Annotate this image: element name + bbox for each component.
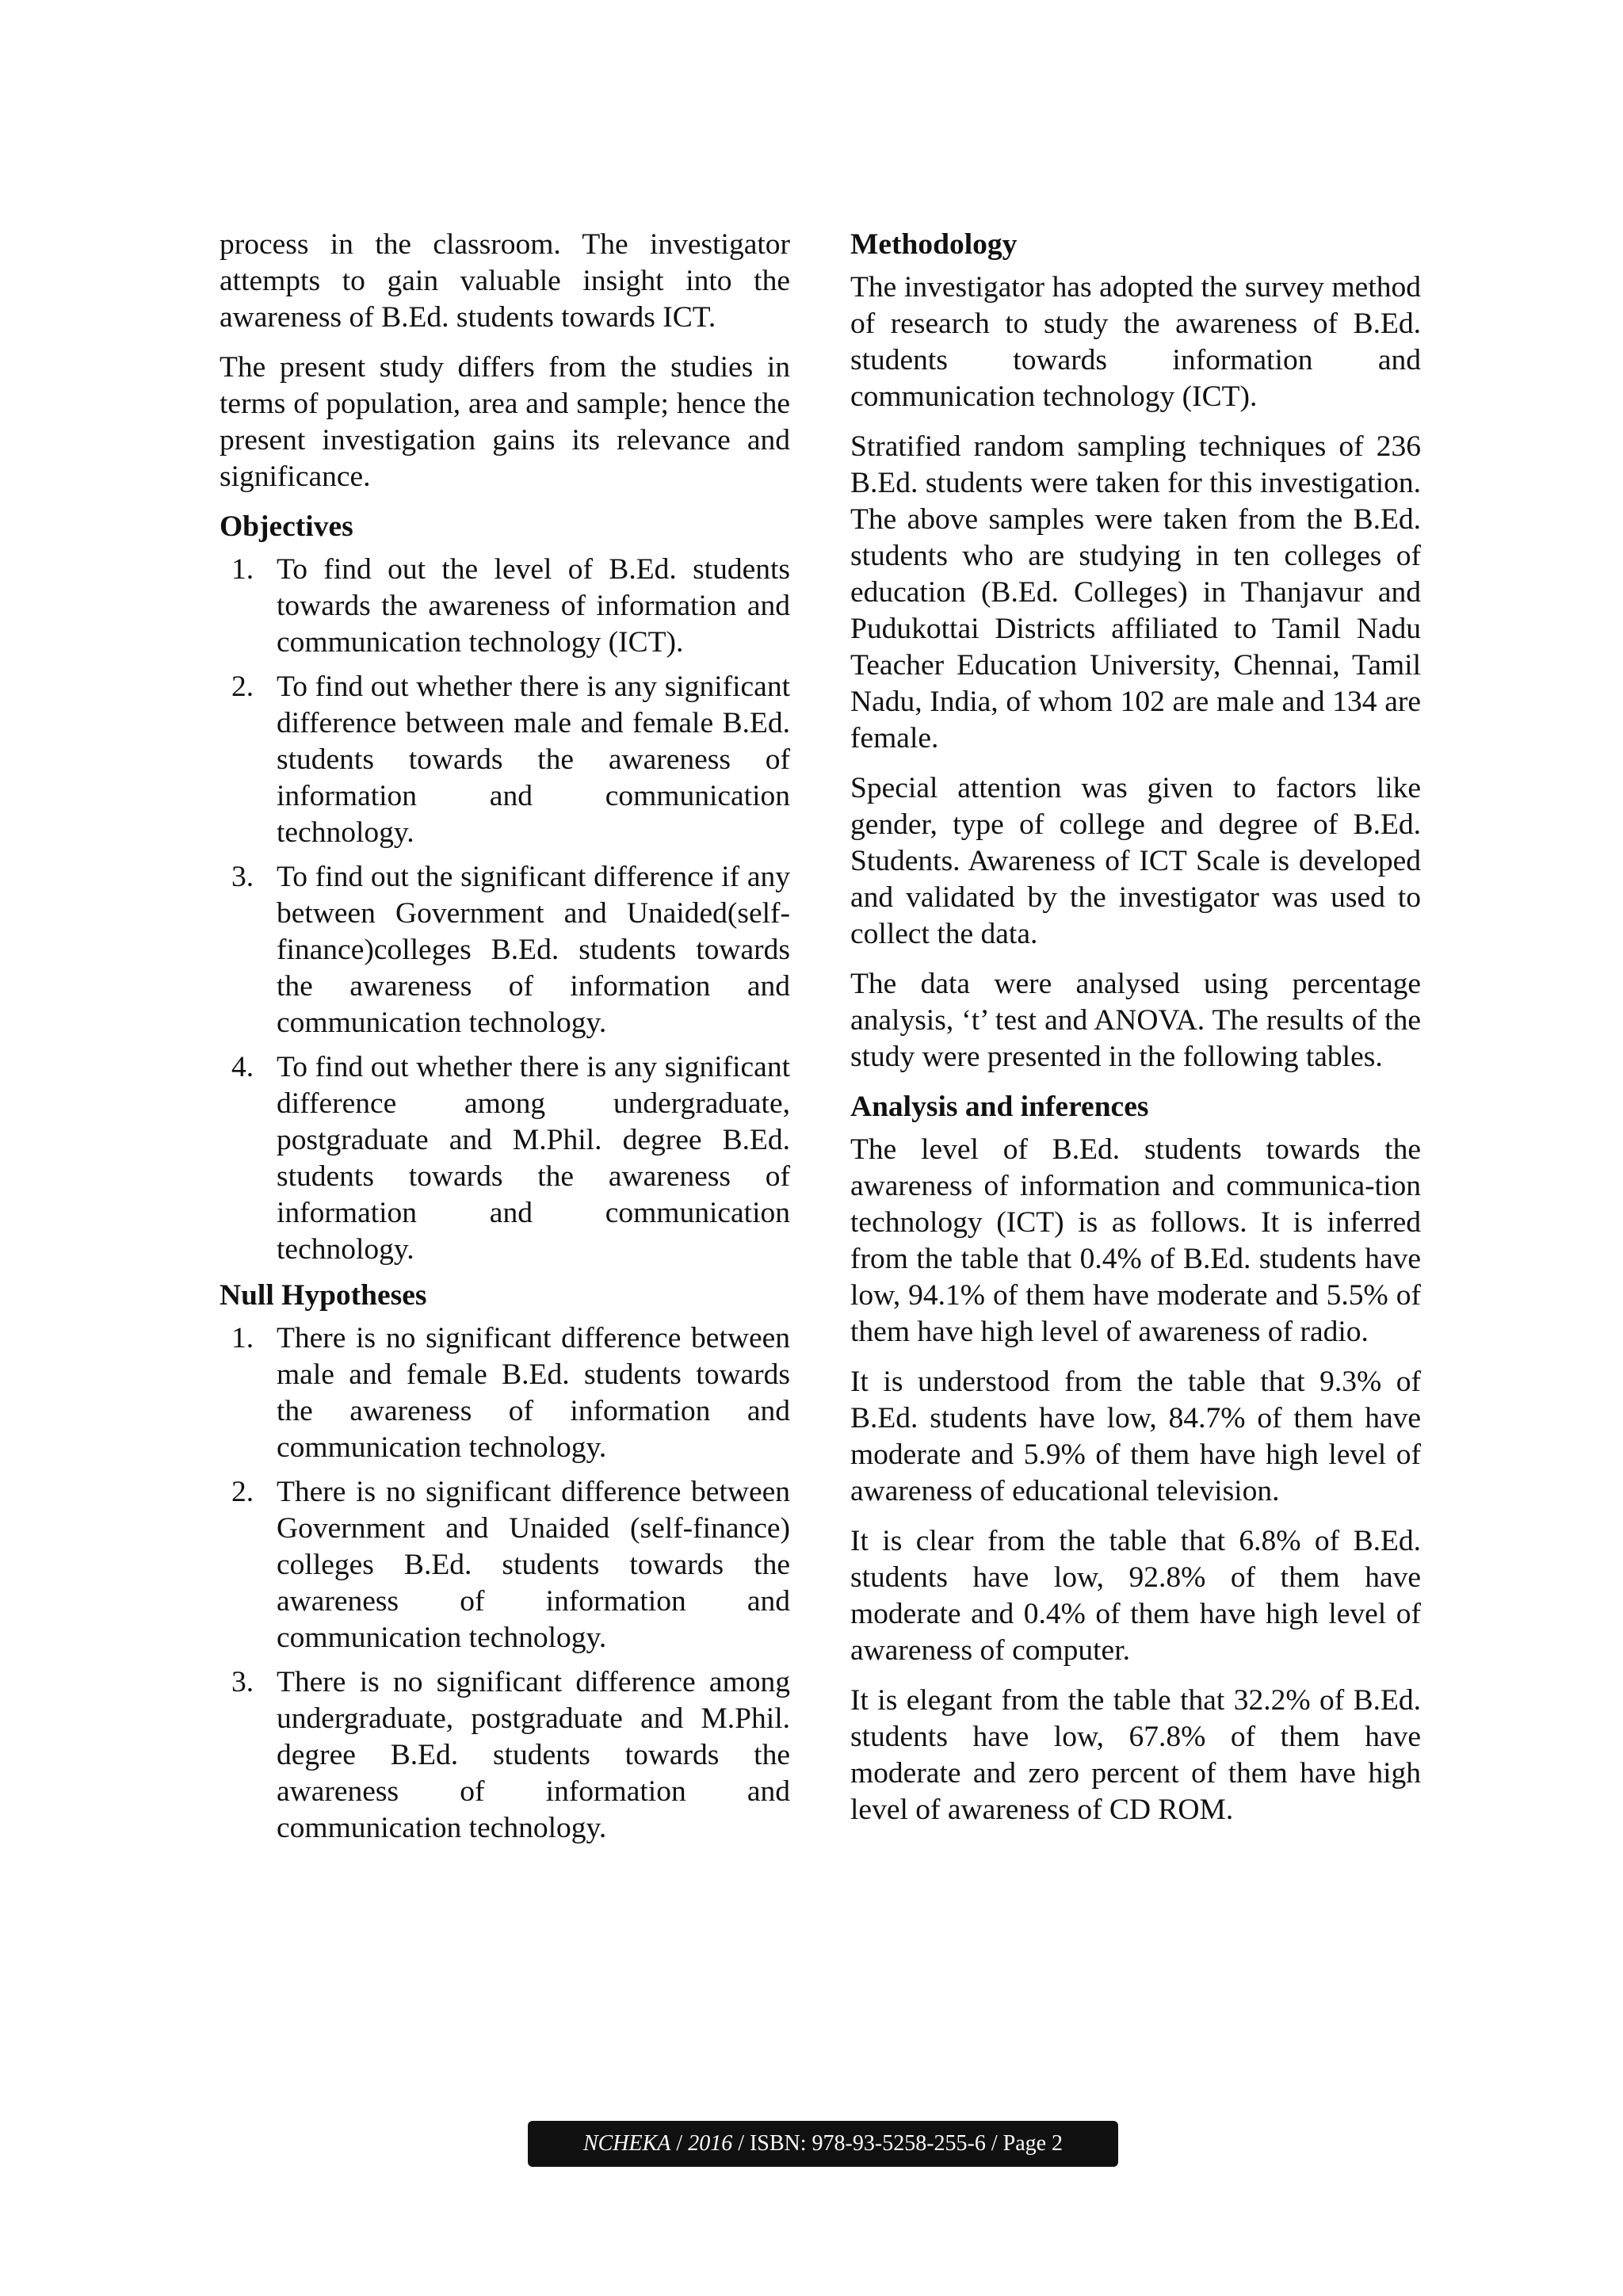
list-item — [220, 552, 790, 661]
intro-paragraph-2: The present study differs from the studies in terms of population, area and sample; hence the present investigation gains its relevance and significance. — [220, 351, 790, 493]
methodology-paragraph-3: Special attention was given to factors like gender, type of college and degree of B.Ed. Students. Awareness of ICT Scale is developed and validated by the investigator was used to collect the data. — [850, 772, 1421, 950]
page-footer — [528, 2121, 1118, 2167]
analysis-paragraph-4: It is elegant from the table that 32.2% of B.Ed. students have low, 67.8% of them have moderate and zero percent of them have high level of awareness of CD ROM. — [850, 1684, 1421, 1826]
analysis-heading: Analysis and inferences — [850, 1091, 1149, 1123]
methodology-heading: Methodology — [850, 228, 1018, 261]
list-item-text: To find out the significant difference if any between Government and Unaided(self-finance)colleges B.Ed. students towards the awareness of information and communication technology. — [277, 861, 790, 1039]
footer-separator: / — [732, 2131, 750, 2156]
list-item-text: There is no significant difference between male and female B.Ed. students towards the awareness of information and communication technology. — [277, 1322, 790, 1464]
list-item — [220, 1320, 790, 1466]
list-item-text: There is no significant difference among undergraduate, postgraduate and M.Phil. degree B.Ed. students towards the awareness of information and communication technology. — [277, 1666, 790, 1844]
list-item — [220, 859, 790, 1041]
list-item — [220, 1664, 790, 1847]
footer-journal: NCHEKA — [582, 2131, 671, 2156]
intro-paragraph-1: process in the classroom. The investigator attempts to gain valuable insight into the awareness of B.Ed. students towards ICT. — [220, 228, 790, 334]
list-item-text: To find out the level of B.Ed. students towards the awareness of information and communication technology (ICT). — [277, 553, 790, 659]
footer-separator: / — [670, 2131, 689, 2156]
analysis-paragraph-1: The level of B.Ed. students towards the awareness of information and communica-tion technology (ICT) is as follows. It is inferred from the table that 0.4% of B.Ed. students have low, 94.1% of them have moderate and 5.5% of them have high level of awareness of radio. — [850, 1133, 1421, 1348]
analysis-paragraph-3: It is clear from the table that 6.8% of B.Ed. students have low, 92.8% of them have moderate and 0.4% of them have high level of awareness of computer. — [850, 1525, 1421, 1667]
footer-page-number: Page 2 — [1002, 2131, 1064, 2156]
list-item — [220, 1474, 790, 1656]
null-hypotheses-heading: Null Hypotheses — [220, 1279, 427, 1312]
right-column — [850, 227, 1421, 1842]
list-item-number: 4. — [231, 1051, 254, 1083]
footer-year: 2016 — [688, 2131, 733, 2156]
list-item-number: 2. — [231, 670, 254, 703]
footer-isbn: ISBN: 978-93-5258-255-6 — [749, 2131, 986, 2156]
methodology-paragraph-2: Stratified random sampling techniques of 236 B.Ed. students were taken for this investigation. The above samples were taken from the B.Ed. students who are studying in ten colleges of education (B.Ed. Colleges) in Thanjavur and Pudukottai Districts affiliated to Tamil Nadu Teacher Education University, Chennai, Tamil Nadu, India, of whom 102 are male and 134 are female. — [850, 430, 1421, 755]
list-item-text: There is no significant difference between Government and Unaided (self-finance) colleges B.Ed. students towards the awareness of information and communication technology. — [277, 1476, 790, 1654]
list-item — [220, 1049, 790, 1268]
list-item-text: To find out whether there is any significant difference among undergraduate, postgraduate and M.Phil. degree B.Ed. students towards the awareness of information and communication technology. — [277, 1051, 790, 1266]
null-hypotheses-list — [220, 1320, 790, 1847]
objectives-list — [220, 552, 790, 1268]
list-item-text: To find out whether there is any significant difference between male and female B.Ed. students towards the awareness of information and communication technology. — [277, 670, 790, 849]
list-item — [220, 669, 790, 851]
left-column — [220, 227, 790, 1856]
list-item-number: 3. — [231, 861, 254, 893]
list-item-number: 1. — [231, 553, 254, 586]
list-item-number: 3. — [231, 1666, 254, 1698]
footer-separator: / — [985, 2131, 1003, 2156]
methodology-paragraph-1: The investigator has adopted the survey method of research to study the awareness of B.Ed. students towards information and communication technology (ICT). — [850, 271, 1421, 413]
list-item-number: 1. — [231, 1322, 254, 1354]
methodology-paragraph-4: The data were analysed using percentage analysis, ‘t’ test and ANOVA. The results of the study were presented in the following tables. — [850, 968, 1421, 1073]
objectives-heading: Objectives — [220, 510, 353, 543]
analysis-paragraph-2: It is understood from the table that 9.3% of B.Ed. students have low, 84.7% of them have moderate and 5.9% of them have high level of awareness of educational television. — [850, 1366, 1421, 1507]
list-item-number: 2. — [231, 1476, 254, 1508]
